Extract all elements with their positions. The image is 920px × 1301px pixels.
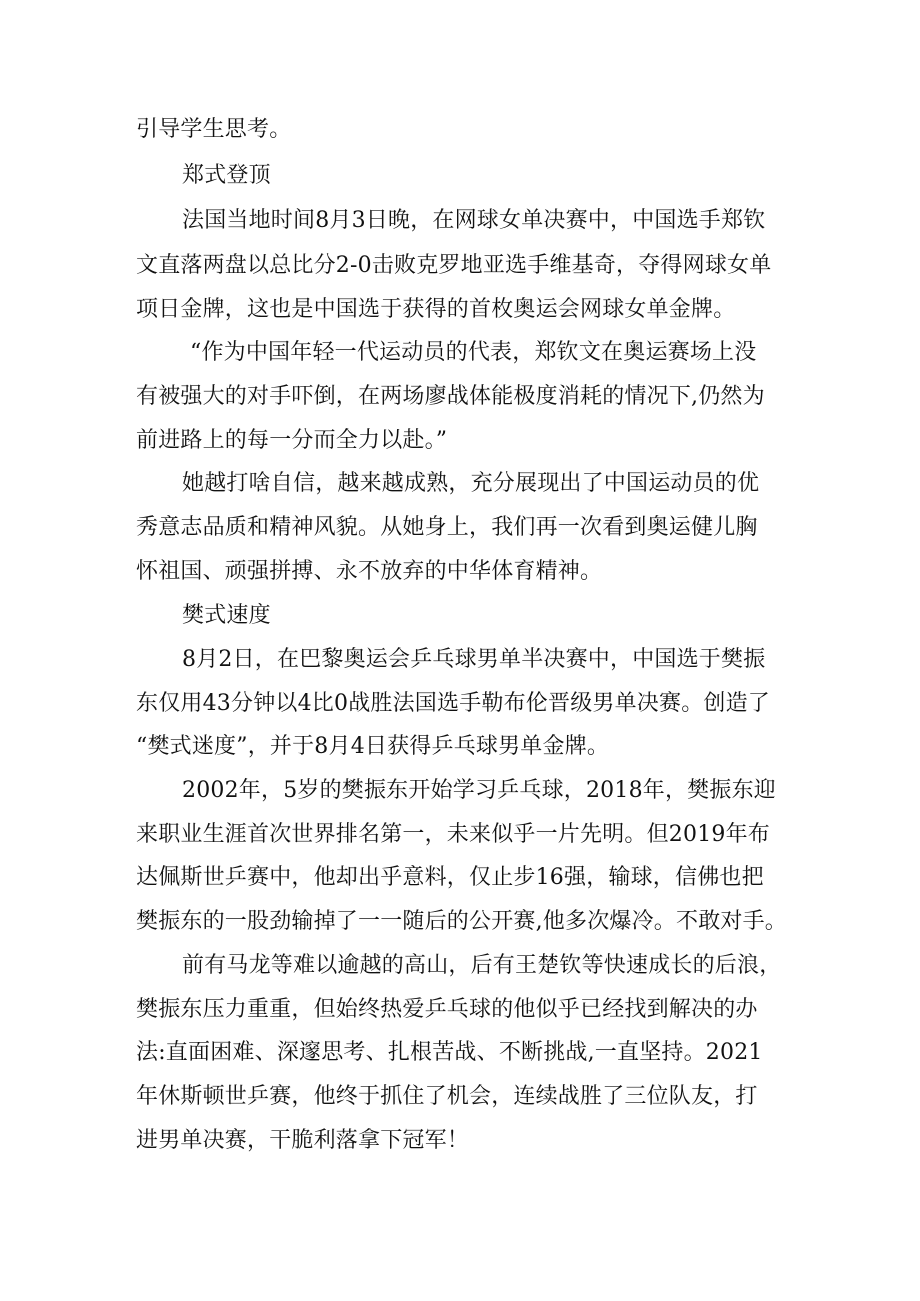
paragraph-1-line-3: 项日金牌，这也是中国选于获得的首枚奥运会网球女单金牌。 [136,297,736,322]
paragraph-2-line-3: 怀祖国、顽强拼搏、永不放弃的中华体育精神。 [136,559,603,584]
paragraph-2-line-1: 她越打啥自信，越来越成熟，充分展现出了中国运动员的优 [182,471,760,496]
paragraph-5-line-3: 法:直面困难、深邃思考、扎根苦战、不断挑战,一直坚持。2021 [136,1040,763,1065]
paragraph-1-line-1: 法国当地时间8月3日晚，在网球女单决赛中，中国选手郑钦 [182,208,766,233]
paragraph-5-line-4: 年休斯顿世乒赛，他终于抓住了机会，连续战胜了三位队友，打 [136,1084,758,1109]
section-heading-zheng: 郑式登顶 [182,163,271,188]
paragraph-2-line-2: 秀意志品质和精神风貌。从她身上，我们再一次看到奥运健儿胸 [136,515,758,540]
quote-line-1: “作为中国年轻一代运动员的代表，郑钦文在奥运赛场上没 [190,340,757,365]
quote-line-2: 有被强大的对手吓倒，在两场廖战体能极度消耗的情况下,仍然为 [136,384,765,409]
text-line-continuation: 引导学生思考。 [136,117,292,142]
paragraph-5-line-2: 樊振东压力重重，但始终热爱乒乓球的他似乎已经找到解决的办 [136,997,758,1022]
paragraph-4-line-3: 达佩斯世乒赛中，他却出乎意料，仅止步16强，输球，信佛也把 [136,865,764,890]
paragraph-3-line-1: 8月2日，在巴黎奥运会乒乓球男单半决赛中，中国选于樊振 [182,647,766,672]
paragraph-4-line-4: 樊振东的一股劲输掉了一一随后的公开赛,他多次爆冷。不敢对手。 [136,909,787,934]
paragraph-5-line-5: 进男单决赛，干脆利落拿下冠军！ [136,1128,470,1153]
section-heading-fan: 樊式速度 [182,603,271,628]
paragraph-3-line-2: 东仅用43分钟以4比0战胜法国选手勒布伦晋级男单决赛。创造了 [136,691,770,716]
paragraph-1-line-2: 文直落两盘以总比分2-0击败克罗地亚选手维基奇，夺得网球女单 [136,253,772,278]
paragraph-4-line-1: 2002年，5岁的樊振东开始学习乒乓球，2018年，樊振东迎 [182,778,776,803]
paragraph-3-line-3: “樊式迷度”，并于8月4日获得乒乓球男单金牌。 [136,734,610,759]
paragraph-5-line-1: 前有马龙等难以逾越的高山，后有王楚钦等快速成长的后浪， [182,953,782,978]
quote-line-3: 前进路上的每一分而全力以赴。” [136,428,448,453]
paragraph-4-line-2: 来职业生涯首次世界排名第一，未来似乎一片先明。但2019年布 [136,822,770,847]
